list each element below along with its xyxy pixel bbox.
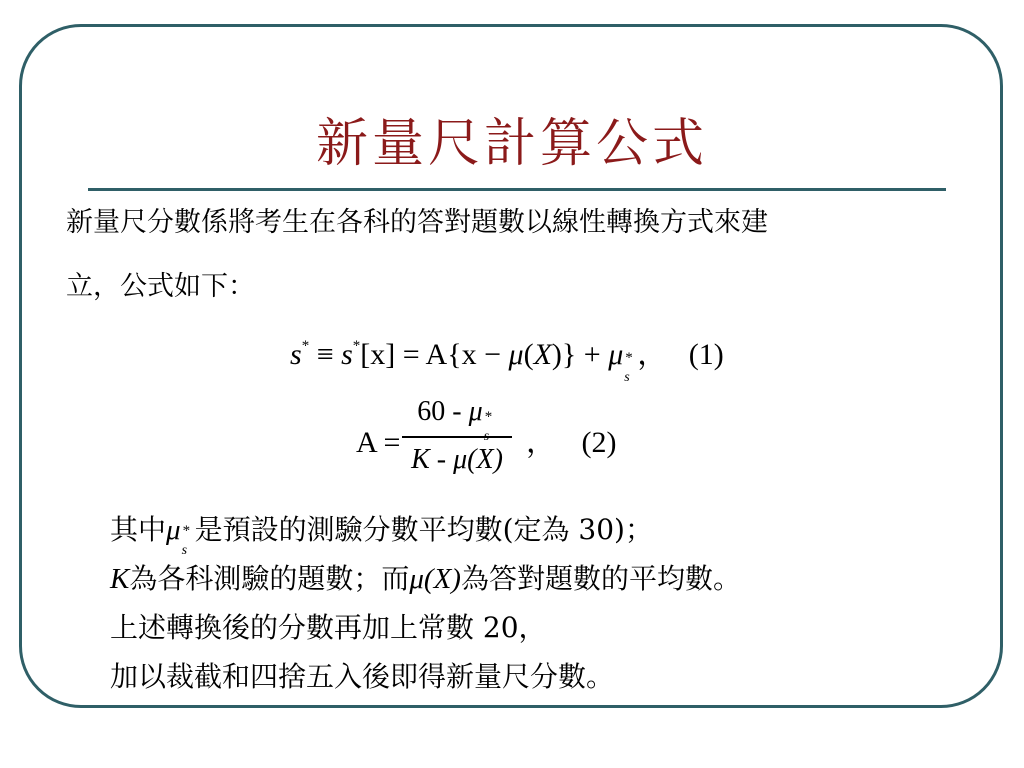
note1-prefix: 其中 — [110, 513, 167, 546]
eq1-mu-s-sup: * — [625, 350, 633, 367]
eq1-equiv: ≡ — [309, 338, 342, 371]
eq1-mu-s: μ — [608, 338, 624, 371]
eq1-close: )} + — [551, 338, 609, 371]
note1-mu: μ — [166, 514, 181, 546]
eq2-fraction — [402, 390, 512, 482]
note1-mu-scripts — [181, 517, 195, 558]
eq1-paren: ( — [523, 338, 534, 371]
eq2-comma: ， — [526, 426, 556, 459]
eq2-num-scripts — [483, 399, 497, 444]
eq2-num-mu: μ — [468, 396, 483, 427]
eq2-denominator: K - μ(X) — [411, 444, 503, 475]
eq1-mu: μ — [508, 338, 524, 371]
eq2-num-sub: s — [483, 428, 490, 444]
eq1-X: X — [533, 338, 552, 371]
eq1-s: s — [290, 338, 302, 371]
eq2-numerator — [402, 390, 512, 444]
note1-sup: * — [182, 522, 191, 539]
note-line-3: 上述轉換後的分數再加上常數 20， — [110, 611, 547, 644]
note2-mu: μ(X) — [409, 563, 461, 595]
eq1-star2: * — [352, 338, 361, 354]
note2-suffix: 為答對題數的平均數。 — [460, 562, 741, 595]
note1-sub: s — [181, 542, 188, 558]
eq1-s2: s — [341, 338, 353, 371]
eq2-num-prefix: 60 - — [417, 396, 469, 427]
note2-K: K — [110, 563, 130, 595]
eq1-number: (1) — [688, 338, 724, 371]
eq2-tail — [526, 423, 616, 463]
note-line-1 — [110, 512, 653, 558]
note-line-4: 加以裁截和四捨五入後即得新量尺分數。 — [110, 660, 615, 693]
eq2-num-sup: * — [484, 408, 493, 425]
eq1-bracket: [x] = A{x − — [360, 338, 509, 371]
note-line-2 — [110, 561, 741, 597]
eq1-mu-s-sub: s — [624, 370, 630, 386]
intro-line-1: 新量尺分數係將考生在各科的答對題數以線性轉換方式來建 — [66, 207, 768, 238]
intro-line-2: 立，公式如下： — [66, 271, 255, 302]
slide-title: 新量尺計算公式 — [315, 114, 708, 174]
note2-mid: 為各科測驗的題數；而 — [129, 562, 410, 595]
equation-1 — [290, 335, 724, 386]
eq1-star: * — [301, 338, 310, 354]
eq1-comma: ， — [637, 338, 668, 371]
note1-suffix: 是預設的測驗分數平均數(定為 30)； — [194, 513, 653, 546]
eq2-number: (2) — [581, 426, 617, 459]
title-underline — [88, 188, 946, 191]
eq1-mu-s-scripts — [623, 342, 637, 386]
eq2-lhs: A = — [356, 426, 401, 459]
